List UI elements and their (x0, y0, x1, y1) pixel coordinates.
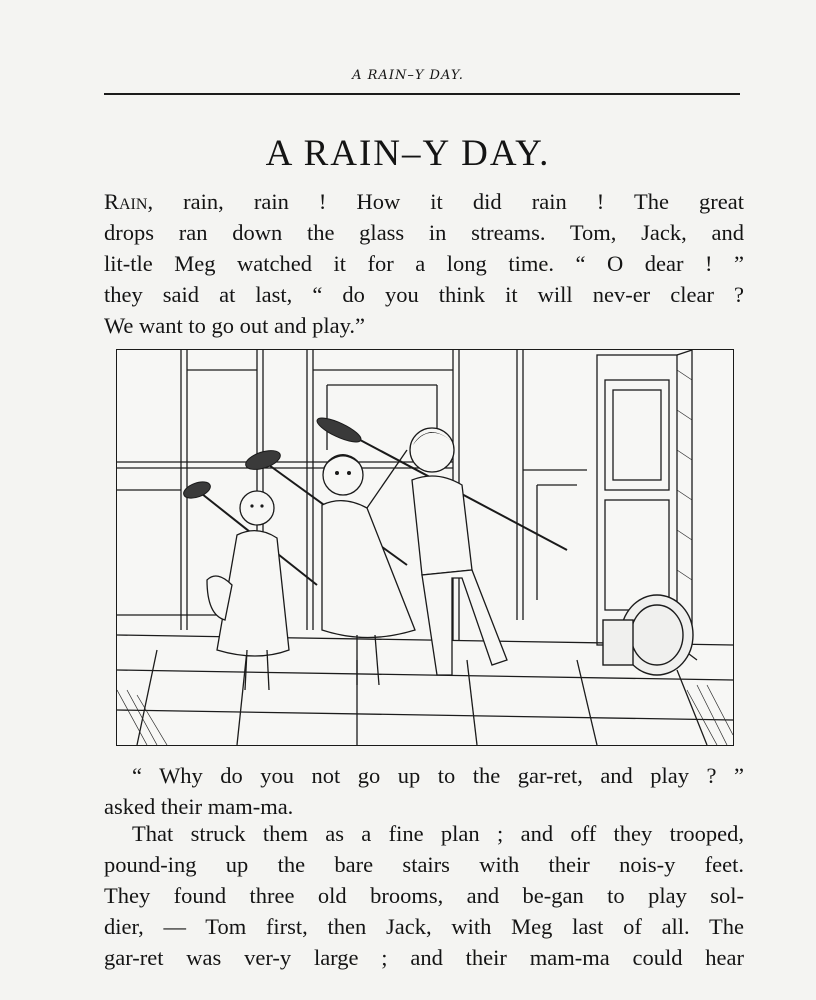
drop-smallcaps: Rain, (104, 189, 154, 214)
paragraph-1 (104, 186, 744, 341)
paragraph-2-line: “ Why do you not go up to the gar-ret, and play ? ” (132, 763, 744, 788)
paragraph-1-line: they said at last, “ do you think it will nev-er clear ? (104, 282, 744, 307)
paragraph-3-line: pound-ing up the bare stairs with their nois-y feet. (104, 852, 744, 877)
paragraph-3-line: gar-ret was ver-y large ; and their mam-ma could hear (104, 945, 744, 970)
paragraph-1-line: lit-tle Meg watched it for a long time. “ O dear ! ” (104, 251, 744, 276)
running-head: A RAIN–Y DAY. (352, 68, 464, 83)
children-with-brooms-illustration (117, 350, 733, 745)
engraving-illustration (116, 349, 734, 746)
paragraph-3-line: dier, — Tom first, then Jack, with Meg last of all. The (104, 914, 744, 939)
header-rule (104, 93, 740, 95)
paragraph-3-line: They found three old brooms, and be-gan to play sol- (104, 883, 744, 908)
paragraph-1-line: drops ran down the glass in streams. Tom, Jack, and (104, 220, 744, 245)
paragraph-2 (104, 760, 744, 822)
paragraph-2-line: asked their mam-ma. (104, 794, 294, 819)
paragraph-1-line: Rain, rain, rain ! How it did rain ! The great (104, 189, 744, 214)
paragraph-3 (104, 818, 744, 973)
story-title: A RAIN–Y DAY. (265, 133, 551, 174)
paragraph-3-line: That struck them as a fine plan ; and off they trooped, (132, 821, 744, 846)
paragraph-1-line: We want to go out and play.” (104, 313, 366, 338)
